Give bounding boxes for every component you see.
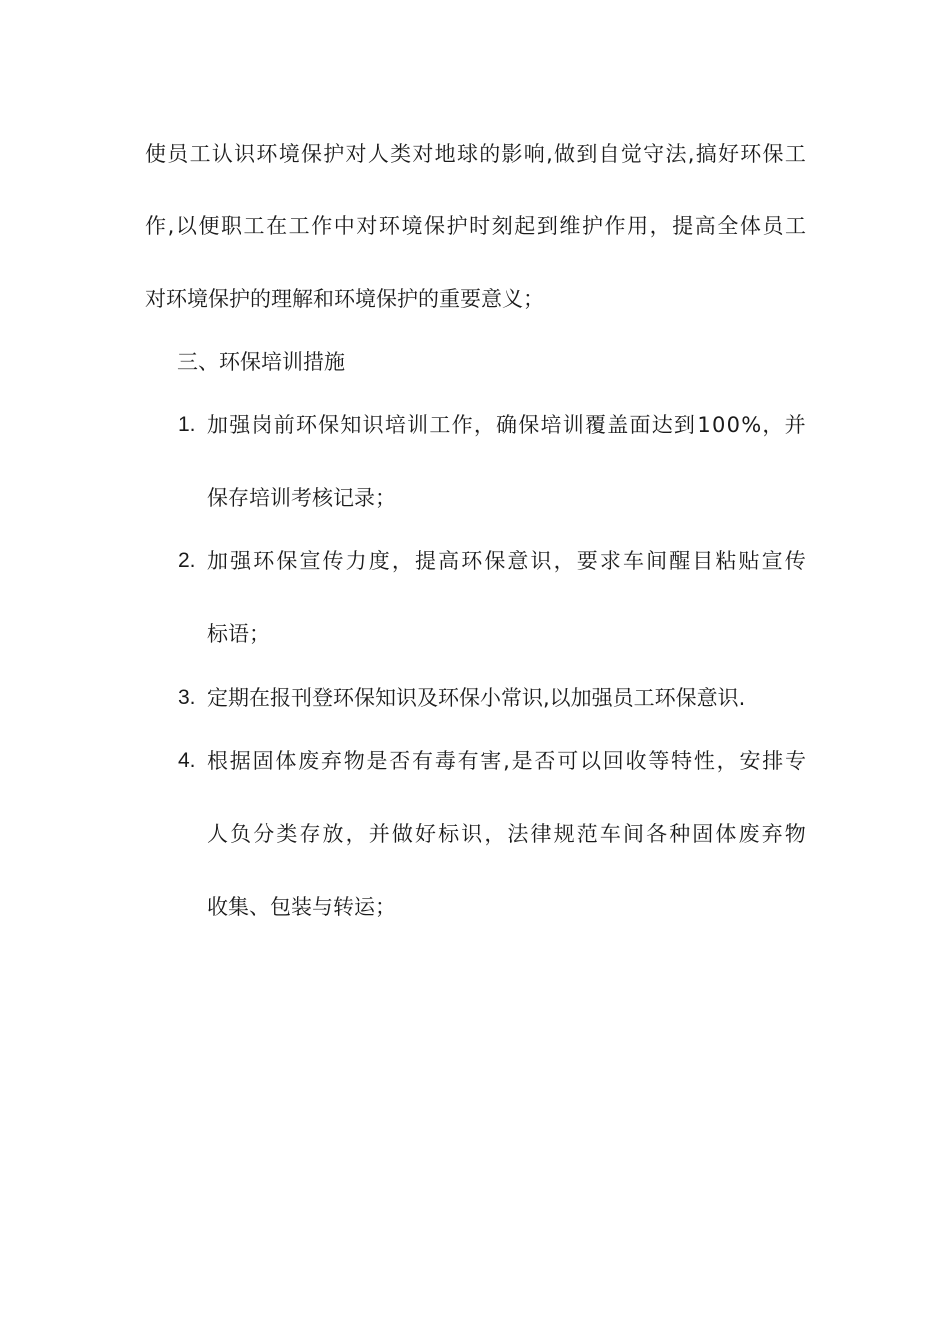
list-item-4-line-1: 根 据 固 体 废 弃 物 是 否 有 毒 有 害 , 是 否 可 以 回 收 等 特 性 ， 安 排 专 — [207, 749, 806, 773]
list-item-1-number: 1. — [178, 413, 196, 436]
list-item-4-line-2: 人 负 分 类 存 放 ， 并 做 好 标 识 ， 法 律 规 范 车 间 各 种 固 体 废 弃 物 — [207, 822, 806, 846]
list-item-2-number: 2. — [178, 549, 196, 572]
section-heading: 三、环保培训措施 — [177, 350, 345, 374]
list-item-2-line-2: 标语； — [207, 622, 270, 646]
list-item-4-line-3: 收集、包装与转运； — [207, 895, 396, 919]
list-item-1-line-1: 加 强 岗 前 环 保 知 识 培 训 工 作 ， 确 保 培 训 覆 盖 面 达 到 1 0 0 % ， 并 — [207, 413, 806, 437]
list-item-1-line-2: 保存培训考核记录； — [207, 486, 396, 510]
paragraph-1-line-2: 作 , 以 便 职 工 在 工 作 中 对 环 境 保 护 时 刻 起 到 维 护 作 用 ， 提 高 全 体 员 工 — [145, 214, 806, 238]
list-item-3-number: 3. — [178, 686, 196, 709]
paragraph-1-line-1: 使 员 工 认 识 环 境 保 护 对 人 类 对 地 球 的 影 响 , 做 到 自 觉 守 法 , 搞 好 环 保 工 — [145, 142, 806, 166]
list-item-3-line-1: 定期在报刊登环保知识及环保小常识,以加强员工环保意识. — [207, 686, 746, 710]
list-item-4-number: 4. — [178, 749, 196, 772]
paragraph-1-line-3: 对环境保护的理解和环境保护的重要意义； — [145, 287, 544, 311]
list-item-2-line-1: 加 强 环 保 宣 传 力 度 ， 提 高 环 保 意 识 ， 要 求 车 间 醒 目 粘 贴 宣 传 — [207, 549, 806, 573]
